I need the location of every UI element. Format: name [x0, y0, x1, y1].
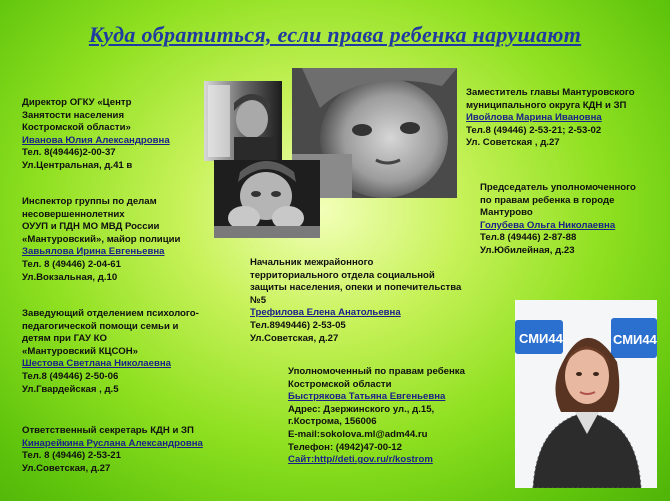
contact-phone: Тел.8 (49446) 2-50-06 — [22, 370, 119, 382]
role-line: Инспектор группы по делам — [22, 196, 157, 207]
role-line: педагогической помощи семьи и — [22, 320, 179, 332]
role-line: Костромской области — [288, 378, 392, 390]
contact-name: Шестова Светлана Николаевна — [22, 358, 172, 370]
contact-address: Ул.Центральная, д.41 в — [22, 159, 133, 171]
contact-phone: Тел. 8 (49446) 2-53-21 — [22, 450, 121, 462]
contact-phone: Тел.8 (49446) 2-53-21; 2-53-02 — [466, 124, 602, 136]
role-line: Директор ОГКУ «Центр — [22, 97, 132, 108]
contact-name: Быстрякова Татьяна Евгеньевна — [288, 391, 446, 403]
contact-address: Ул.Советская, д.27 — [250, 332, 339, 344]
contact-address: Ул.Юбилейная, д.23 — [480, 244, 575, 256]
contact-address: Ул.Советская, д.27 — [22, 462, 111, 474]
role-line: №5 — [250, 294, 267, 306]
role-line: территориального отдела социальной — [250, 269, 435, 281]
contact-social-protection — [250, 257, 461, 345]
contact-name: Завьялова Ирина Евгеньевна — [22, 246, 165, 258]
contact-address: Адрес: Дзержинского ул., д.15, — [288, 403, 435, 415]
role-line: детям при ГАУ КО — [22, 333, 107, 345]
contact-name: Голубева Ольга Николаевна — [480, 219, 616, 231]
contact-address: Ул.Гвардейская , д.5 — [22, 383, 119, 395]
contact-address: Ул. Советская , д.27 — [466, 137, 560, 149]
contact-city: г.Кострома, 156006 — [288, 416, 377, 428]
contact-kdn-secretary — [22, 425, 203, 475]
role-line: несовершеннолетних — [22, 208, 125, 220]
role-line: Начальник межрайонного — [250, 257, 374, 268]
role-line: защиты населения, опеки и попечительства — [250, 282, 462, 294]
photo-ombudsman-portrait — [515, 300, 657, 488]
contact-email[interactable]: E-mail:sokolova.ml@adm44.ru — [288, 428, 428, 440]
role-line: по правам ребенка в городе — [480, 194, 615, 206]
contact-name: Трефилова Елена Анатольевна — [250, 307, 401, 319]
role-line: Мантурово — [480, 207, 533, 219]
photo-child-hands — [214, 160, 320, 238]
role-line: Заместитель главы Мантуровского — [466, 87, 635, 98]
role-line: муниципального округа КДН и ЗП — [466, 99, 627, 111]
banner-text-left: СМИ44 — [519, 331, 563, 346]
role-line: «Мантуровский КЦСОН» — [22, 345, 138, 357]
contact-regional-ombudsman — [288, 366, 465, 467]
contact-phone: Тел.8 (49446) 2-87-88 — [480, 232, 577, 244]
contact-phone: Телефон: (4942)47-00-12 — [288, 441, 402, 453]
role-line: Костромской области» — [22, 122, 131, 134]
contact-name: Ивойлова Марина Ивановна — [466, 112, 602, 124]
contact-employment-center — [22, 97, 170, 173]
contact-local-ombudsman — [480, 182, 636, 258]
role-line: Занятости населения — [22, 109, 125, 121]
contact-deputy-head — [466, 87, 635, 150]
contact-police-inspector — [22, 196, 180, 284]
contact-phone: Тел. 8(49446)2-00-37 — [22, 147, 116, 159]
contact-site-link[interactable]: Сайт:http//deti.gov.ru/r/kostrom — [288, 454, 433, 466]
contact-phone: Тел. 8 (49446) 2-04-61 — [22, 258, 121, 270]
contact-address: Ул.Вокзальная, д.10 — [22, 271, 118, 283]
role-line: Ответственный секретарь КДН и ЗП — [22, 425, 194, 436]
contact-phone: Тел.8949446) 2-53-05 — [250, 319, 346, 331]
role-line: ОУУП и ПДН МО МВД России — [22, 221, 160, 233]
role-line: Председатель уполномоченного — [480, 182, 636, 193]
role-line: Уполномоченный по правам ребенка — [288, 366, 465, 377]
photo-child-window — [204, 81, 282, 161]
contact-name: Иванова Юлия Александровна — [22, 134, 170, 146]
role-line: «Мантуровский», майор полиции — [22, 233, 181, 245]
page-title: Куда обратиться, если права ребенка нарушают — [88, 22, 582, 47]
banner-text-right: СМИ44 — [613, 332, 657, 347]
contact-name: Кинарейкина Руслана Александровна — [22, 437, 203, 449]
role-line: Заведующий отделением психолого- — [22, 308, 199, 319]
contact-psych-department — [22, 308, 199, 396]
